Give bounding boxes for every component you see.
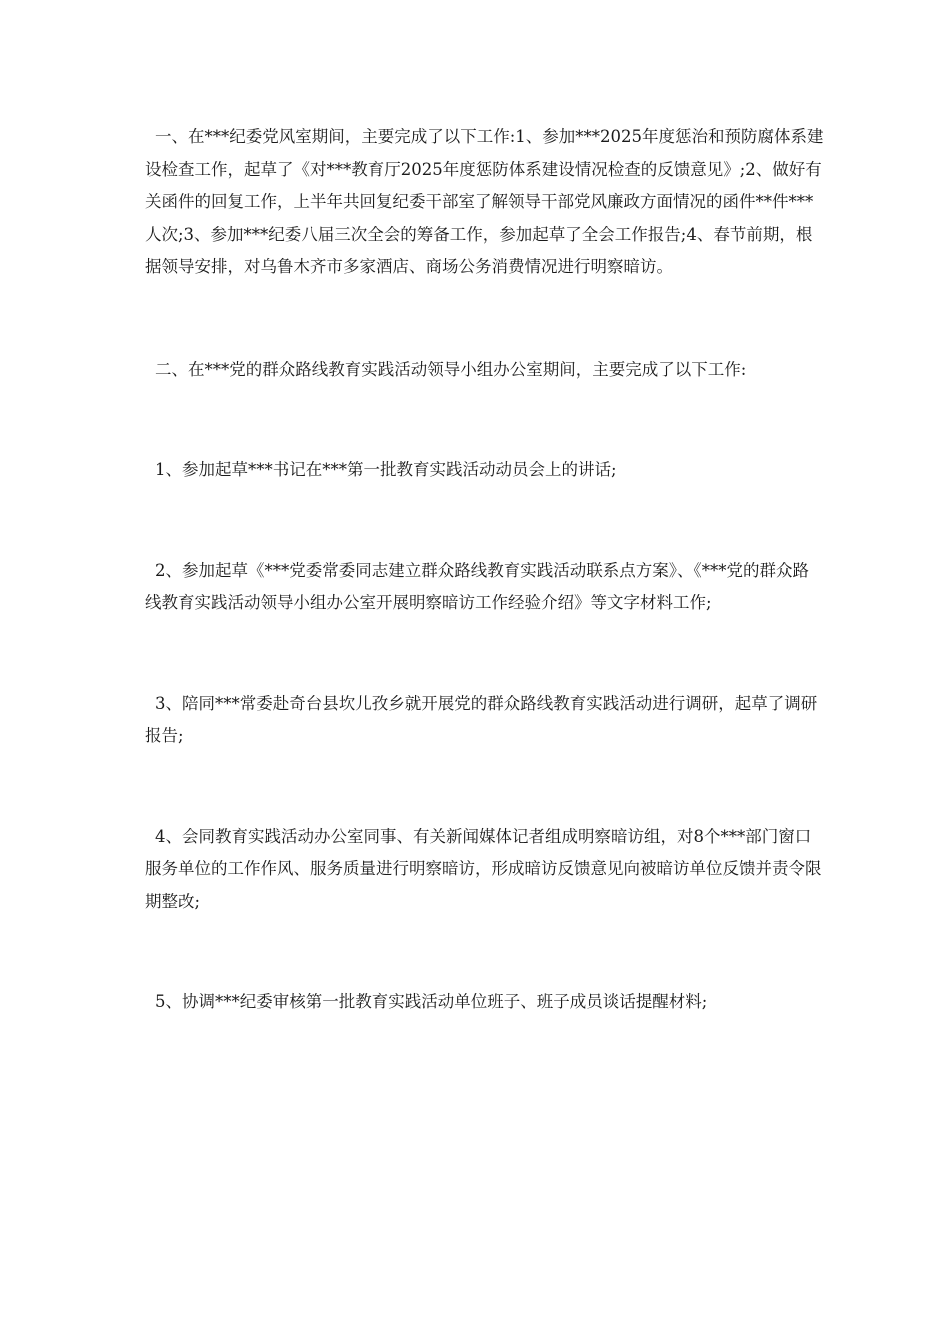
- paragraph-gap: [145, 284, 825, 354]
- paragraph-gap: [145, 386, 825, 454]
- paragraph-section-1: 一、在***纪委党风室期间，主要完成了以下工作:1、参加***2025年度惩治和预防腐体系建设检查工作，起草了《对***教育厅2025年度惩防体系建设情况检查的反馈意见》;2、做好有关函件的回复工作，上半年共回复纪委干部室了解领导干部党风廉政方面情况的函件**件***人次;3、参加***纪委八届三次全会的筹备工作，参加起草了全会工作报告;4、春节前期，根据领导安排，对乌鲁木齐市多家酒店、商场公务消费情况进行明察暗访。: [145, 127, 824, 276]
- paragraph-item-5: 5、协调***纪委审核第一批教育实践活动单位班子、班子成员谈话提醒材料;: [155, 992, 708, 1011]
- paragraph-item-1: 1、参加起草***书记在***第一批教育实践活动动员会上的讲话;: [155, 460, 617, 479]
- document-body: [145, 121, 825, 1019]
- paragraph-section-2-heading: 二、在***党的群众路线教育实践活动领导小组办公室期间，主要完成了以下工作:: [155, 359, 747, 379]
- paragraph-gap: [145, 918, 825, 986]
- paragraph-gap: [145, 753, 825, 821]
- paragraph-gap: [145, 620, 825, 688]
- paragraph-item-4: 4、会同教育实践活动办公室同事、有关新闻媒体记者组成明察暗访组，对8个***部门窗口服务单位的工作作风、服务质量进行明察暗访，形成暗访反馈意见向被暗访单位反馈并责令限期整改;: [145, 826, 822, 911]
- paragraph-item-3: 3、陪同***常委赴奇台县坎儿孜乡就开展党的群众路线教育实践活动进行调研，起草了调研报告;: [145, 693, 818, 745]
- paragraph-item-2: 2、参加起草《***党委常委同志建立群众路线教育实践活动联系点方案》、《***党的群众路线教育实践活动领导小组办公室开展明察暗访工作经验介绍》等文字材料工作;: [145, 560, 809, 612]
- paragraph-gap: [145, 487, 825, 555]
